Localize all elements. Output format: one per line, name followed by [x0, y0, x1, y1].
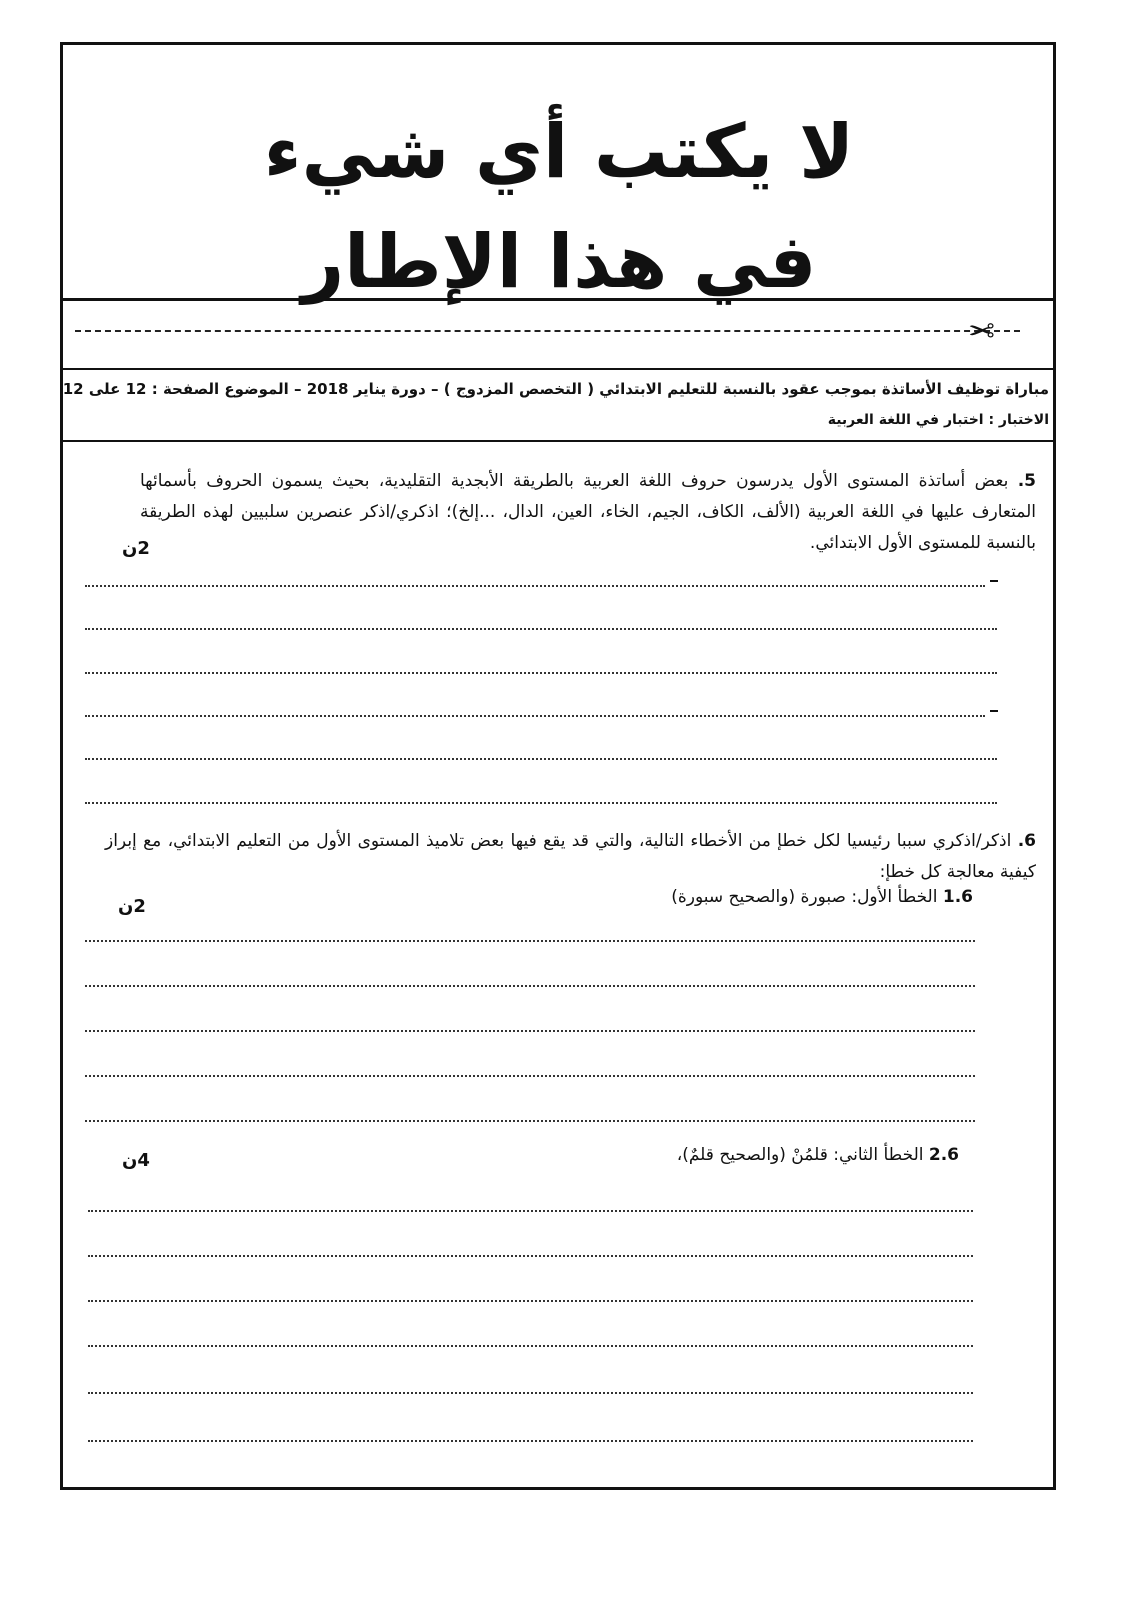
question-text: بعض أساتذة المستوى الأول يدرسون حروف اللغة العربية بالطريقة الأبجدية التقليدية، بحيث يسمون الحروف بأسمائها المتعارف عليها في اللغة العربية (الألف، الكاف، الجيم، الخاء، العين، الدال، ...إلخ)؛ اذكري/اذكر عنصرين سلبيين لهذه الطريقة بالنسبة للمستوى الأول الابتدائي. [140, 471, 1036, 553]
banner-line-2: في هذا الإطار [301, 219, 817, 305]
answer-line[interactable] [88, 1440, 973, 1442]
answer-line[interactable] [85, 758, 997, 760]
answer-line[interactable] [85, 628, 997, 630]
question-6 [105, 826, 1036, 888]
answer-line[interactable] [85, 940, 975, 942]
answer-line[interactable] [85, 1030, 975, 1032]
divider [63, 368, 1055, 370]
question-5 [140, 466, 1036, 559]
question-text: اذكر/اذكري سببا رئيسيا لكل خطإ من الأخطاء التالية، والتي قد يقع فيها بعض تلاميذ المستوى الأول من التعليم الابتدائي، مع إبراز كيفية معالجة كل خطإ: [105, 831, 1036, 882]
answer-line[interactable] [88, 1392, 973, 1394]
points-label: 4ن [122, 1150, 150, 1171]
do-not-write-box [63, 45, 1055, 305]
answer-line[interactable] [85, 585, 985, 587]
answer-line[interactable] [85, 985, 975, 987]
answer-line[interactable] [88, 1345, 973, 1347]
points-label: 2ن [122, 538, 150, 559]
answer-line[interactable] [85, 802, 997, 804]
answer-line[interactable] [85, 672, 997, 674]
sub-question-text: الخطأ الأول: صبورة (والصحيح سبورة) [671, 887, 938, 907]
answer-line[interactable] [85, 1120, 975, 1122]
sub-question-number: 1.6 [942, 887, 973, 907]
sub-question-6-2 [677, 1145, 959, 1165]
banner-line-1: لا يكتب أي شيء [263, 109, 855, 195]
points-label: 2ن [118, 896, 146, 917]
answer-dash [990, 580, 998, 582]
cut-line [75, 330, 1020, 332]
answer-dash [990, 710, 998, 712]
exam-subject: الاختبار : اختبار في اللغة العربية [827, 412, 1049, 428]
question-number: 6. [1017, 831, 1036, 851]
answer-line[interactable] [85, 1075, 975, 1077]
sub-question-6-1 [671, 887, 973, 907]
answer-line[interactable] [85, 715, 985, 717]
divider [63, 440, 1055, 442]
sub-question-text: الخطأ الثاني: قلمُنْ (والصحيح قلمٌ)، [676, 1145, 924, 1165]
answer-line[interactable] [88, 1210, 973, 1212]
sub-question-number: 2.6 [928, 1145, 959, 1165]
answer-line[interactable] [88, 1255, 973, 1257]
scissors-icon: ✂ [968, 312, 995, 350]
question-number: 5. [1017, 471, 1036, 491]
exam-header: مباراة توظيف الأساتذة بموجب عقود بالنسبة للتعليم الابتدائي ( التخصص المزدوج ) – دورة يناير 2018 – الموضوع الصفحة : 12 على 12 [62, 380, 1049, 398]
answer-line[interactable] [88, 1300, 973, 1302]
